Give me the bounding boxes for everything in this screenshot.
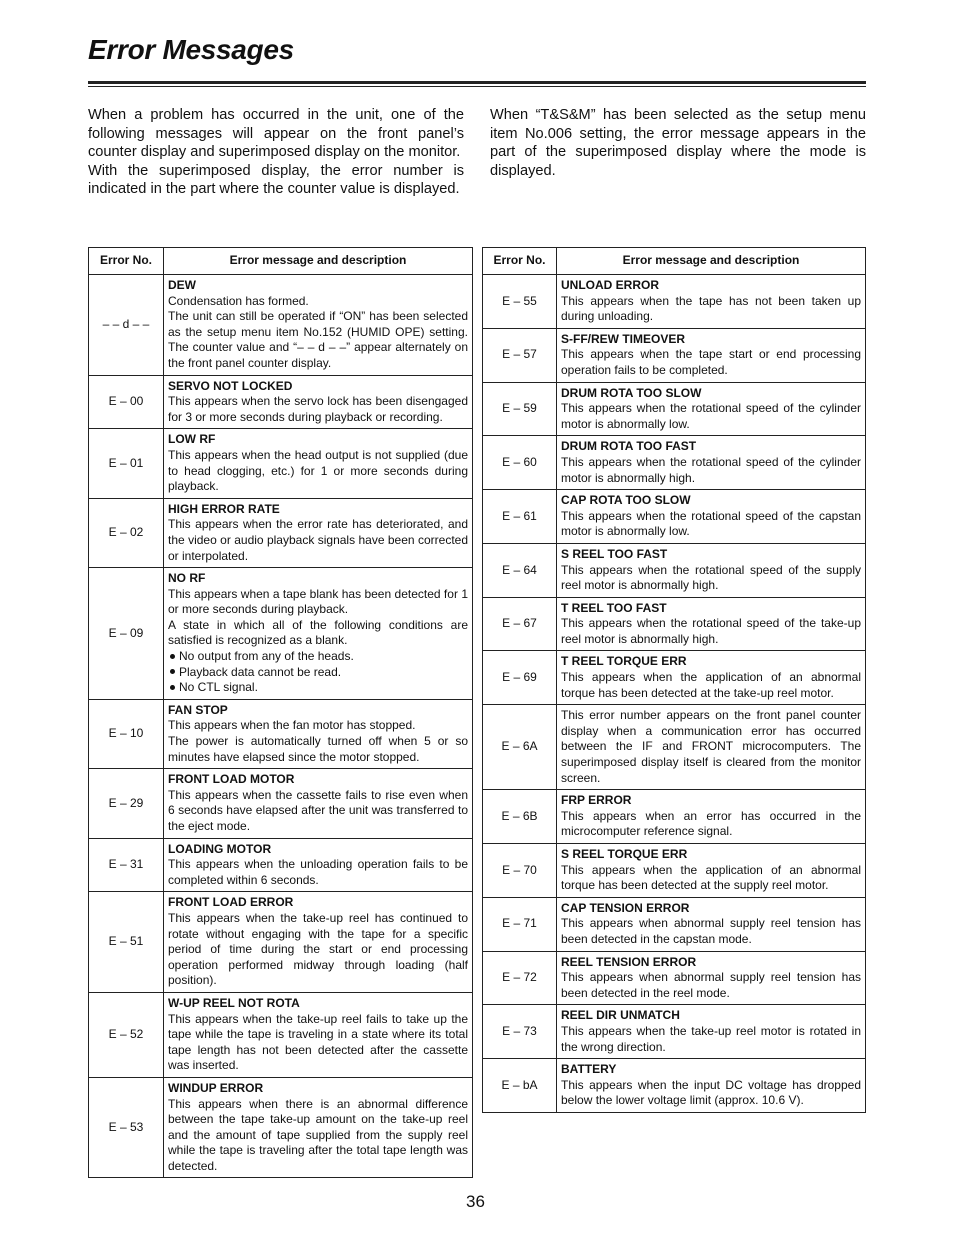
error-number: E – 69 <box>483 651 557 705</box>
table-row <box>483 651 866 705</box>
error-description-cell <box>557 436 866 490</box>
error-description-cell <box>557 597 866 651</box>
error-number: E – 31 <box>89 838 164 892</box>
table-row <box>89 892 473 993</box>
error-description-cell <box>164 498 473 567</box>
error-description-cell <box>557 490 866 544</box>
error-description: This appears when a tape blank has been detected for 1 or more seconds during playback. A state in which all of the following conditions are satisfied is recognized as a blank. <box>168 586 468 648</box>
table-row <box>483 490 866 544</box>
error-name: REEL TENSION ERROR <box>561 954 697 969</box>
error-name: FRONT LOAD ERROR <box>168 895 294 910</box>
error-description-cell <box>557 844 866 898</box>
error-description: This appears when there is an abnormal difference between the tape take-up amount on the take-up reel and the amount of tape supplied from the supply reel while the tape is traveling after the total tape length was detected. <box>168 1096 468 1173</box>
error-number: E – 29 <box>89 769 164 838</box>
error-number: E – 10 <box>89 699 164 768</box>
error-number: E – 73 <box>483 1005 557 1059</box>
error-description: This appears when the rotational speed of the cylinder motor is abnormally high. <box>561 454 861 485</box>
error-number: E – 52 <box>89 992 164 1077</box>
table-row <box>89 568 473 700</box>
error-description-cell <box>164 892 473 993</box>
error-name: HIGH ERROR RATE <box>168 501 280 516</box>
error-number: – – d – – <box>89 275 164 376</box>
error-description-cell <box>557 382 866 436</box>
intro-paragraph: With the superimposed display, the error number is indicated in the part where the counter value is displayed. <box>88 162 464 198</box>
table-row <box>483 790 866 844</box>
bullet-dot-icon <box>170 669 175 674</box>
error-description-cell <box>557 705 866 790</box>
table-row <box>483 382 866 436</box>
error-number: E – 57 <box>483 328 557 382</box>
table-row <box>483 1059 866 1113</box>
error-description: This error number appears on the front panel counter display when a communication error has occurred between the IF and FRONT microcomputers. The superimposed display itself is cleared from the monitor screen. <box>561 708 861 785</box>
error-name: LOW RF <box>168 432 216 447</box>
intro-paragraph: When “T&S&M” has been selected as the setup menu item No.006 setting, the error message appears in the part of the superimposed display where the mode is displayed. <box>490 107 866 179</box>
error-description-cell <box>557 275 866 329</box>
error-name: CAP TENSION ERROR <box>561 900 690 915</box>
header-error-no: Error No. <box>89 248 164 275</box>
error-name: REEL DIR UNMATCH <box>561 1008 680 1023</box>
error-description: This appears when the rotational speed of the supply reel motor is abnormally high. <box>561 562 861 593</box>
error-description-cell <box>164 699 473 768</box>
error-description-cell <box>164 275 473 376</box>
error-number: E – 71 <box>483 897 557 951</box>
error-description-cell <box>164 992 473 1077</box>
error-number: E – 59 <box>483 382 557 436</box>
error-description: This appears when the application of an abnormal torque has been detected at the take-up reel motor. <box>561 670 861 700</box>
bullet-dot-icon <box>170 654 175 659</box>
table-row <box>483 275 866 329</box>
table-row <box>483 897 866 951</box>
error-table-right <box>482 247 866 1113</box>
error-description: This appears when the rotational speed of the capstan motor is abnormally low. <box>561 508 861 539</box>
error-description: This appears when the tape has not been taken up during unloading. <box>561 293 861 324</box>
error-description-cell <box>164 838 473 892</box>
error-name: DRUM ROTA TOO SLOW <box>561 385 702 400</box>
error-description: This appears when the fan motor has stopped. The power is automatically turned off when 5 or so minutes have elapsed since the motor stopped. <box>168 718 468 764</box>
header-error-message: Error message and description <box>557 248 866 275</box>
error-name: NO RF <box>168 571 206 586</box>
error-description-cell <box>557 897 866 951</box>
error-description: This appears when the head output is not supplied (due to head clogging, etc.) for 1 or more seconds during playback. <box>168 447 468 494</box>
bullet-item <box>168 680 468 696</box>
error-name: W-UP REEL NOT ROTA <box>168 995 300 1010</box>
table-row <box>89 375 473 429</box>
table-row <box>483 436 866 490</box>
error-description: This appears when the take-up reel fails to take up the tape while the tape is traveling in a state where its total tape length has not been detected after the cassette was inserted. <box>168 1011 468 1073</box>
bullet-item <box>168 665 468 681</box>
error-description: This appears when the input DC voltage has dropped below the lower voltage limit (approx. 10.6 V). <box>561 1077 861 1108</box>
error-description: This appears when the error rate has deteriorated, and the video or audio playback signals have been corrected or interpolated. <box>168 517 468 563</box>
bullet-item <box>168 649 468 665</box>
error-description-cell <box>164 769 473 838</box>
error-number: E – 70 <box>483 844 557 898</box>
error-number: E – 00 <box>89 375 164 429</box>
table-row <box>89 769 473 838</box>
table-row <box>483 543 866 597</box>
error-description: This appears when the unloading operation fails to be completed within 6 seconds. <box>168 857 468 887</box>
error-description-cell <box>557 951 866 1005</box>
error-description: This appears when the rotational speed of the take-up reel motor is abnormally high. <box>561 616 861 646</box>
table-row <box>89 429 473 498</box>
bullet-text: No output from any of the heads. <box>179 649 354 664</box>
table-row <box>89 498 473 567</box>
title-rule-thin <box>88 86 866 87</box>
table-row <box>483 597 866 651</box>
error-name: UNLOAD ERROR <box>561 278 659 292</box>
error-name: S REEL TOO FAST <box>561 546 668 561</box>
error-description: This appears when abnormal supply reel tension has been detected in the capstan mode. <box>561 916 861 946</box>
error-table-left <box>88 247 473 1178</box>
error-name: DRUM ROTA TOO FAST <box>561 439 697 454</box>
error-number: E – 51 <box>89 892 164 993</box>
table-row <box>483 951 866 1005</box>
error-description: This appears when the application of an abnormal torque has been detected at the supply reel motor. <box>561 862 861 893</box>
error-description-cell <box>557 543 866 597</box>
error-description-cell <box>557 328 866 382</box>
error-number: E – 60 <box>483 436 557 490</box>
table-row <box>89 838 473 892</box>
error-number: E – bA <box>483 1059 557 1113</box>
error-description: This appears when abnormal supply reel tension has been detected in the reel mode. <box>561 970 861 1000</box>
error-name: DEW <box>168 278 196 292</box>
intro-right <box>490 106 866 180</box>
error-description-cell <box>164 429 473 498</box>
error-name: FRONT LOAD MOTOR <box>168 772 295 787</box>
error-description-cell <box>164 1077 473 1178</box>
error-description: This appears when the tape start or end processing operation fails to be completed. <box>561 347 861 377</box>
title-rule <box>88 81 866 84</box>
error-description-cell <box>164 375 473 429</box>
error-number: E – 72 <box>483 951 557 1005</box>
error-description-cell <box>164 568 473 700</box>
intro-left <box>88 106 464 199</box>
error-number: E – 53 <box>89 1077 164 1178</box>
error-name: FRP ERROR <box>561 793 632 808</box>
error-number: E – 01 <box>89 429 164 498</box>
error-description: This appears when the take-up reel motor is rotated in the wrong direction. <box>561 1023 861 1054</box>
error-name: LOADING MOTOR <box>168 841 272 856</box>
table-row <box>89 1077 473 1178</box>
page-number: 36 <box>466 1192 485 1211</box>
error-description: This appears when an error has occurred in the microcomputer reference signal. <box>561 808 861 839</box>
error-number: E – 6B <box>483 790 557 844</box>
error-number: E – 6A <box>483 705 557 790</box>
error-number: E – 02 <box>89 498 164 567</box>
error-description: This appears when the servo lock has been disengaged for 3 or more seconds during playback or recording. <box>168 394 468 424</box>
error-number: E – 64 <box>483 543 557 597</box>
error-name: S-FF/REW TIMEOVER <box>561 331 685 346</box>
bullet-dot-icon <box>170 685 175 690</box>
error-name: FAN STOP <box>168 702 228 717</box>
error-name: WINDUP ERROR <box>168 1080 264 1095</box>
table-row <box>89 275 473 376</box>
error-name: S REEL TORQUE ERR <box>561 847 688 861</box>
error-description: This appears when the take-up reel has continued to rotate without engaging with the tape for a specific period of time during the start or end processing operation performed midway through loading (half position). <box>168 910 468 988</box>
header-error-message: Error message and description <box>164 248 473 275</box>
table-row <box>89 992 473 1077</box>
error-description-cell <box>557 1059 866 1113</box>
header-error-no: Error No. <box>483 248 557 275</box>
error-number: E – 61 <box>483 490 557 544</box>
error-name: BATTERY <box>561 1062 617 1077</box>
bullet-text: No CTL signal. <box>179 680 258 695</box>
error-name: SERVO NOT LOCKED <box>168 378 293 393</box>
table-row <box>483 844 866 898</box>
error-name: T REEL TOO FAST <box>561 600 667 615</box>
error-description-cell <box>557 651 866 705</box>
error-description-cell <box>557 790 866 844</box>
error-number: E – 09 <box>89 568 164 700</box>
error-name: CAP ROTA TOO SLOW <box>561 493 691 508</box>
error-description: This appears when the cassette fails to rise even when 6 seconds have elapsed after the unit was transferred to the eject mode. <box>168 787 468 833</box>
error-description: Condensation has formed. The unit can still be operated if “ON” has been selected as the setup menu item No.152 (HUMID OPE) setting. The counter value and “– – d – –” appear alternately on the front panel counter display. <box>168 293 468 370</box>
table-row <box>89 699 473 768</box>
error-description: This appears when the rotational speed of the cylinder motor is abnormally low. <box>561 401 861 431</box>
error-name: T REEL TORQUE ERR <box>561 654 687 669</box>
intro-paragraph: When a problem has occurred in the unit, one of the following messages will appear on the front panel’s counter display and superimposed display on the monitor. <box>88 107 464 161</box>
error-description-cell <box>557 1005 866 1059</box>
page-title: Error Messages <box>88 34 294 65</box>
bullet-text: Playback data cannot be read. <box>179 664 342 679</box>
table-row <box>483 1005 866 1059</box>
table-row <box>483 328 866 382</box>
table-row <box>483 705 866 790</box>
error-number: E – 55 <box>483 275 557 329</box>
table-header-row <box>89 248 473 275</box>
table-header-row <box>483 248 866 275</box>
error-number: E – 67 <box>483 597 557 651</box>
